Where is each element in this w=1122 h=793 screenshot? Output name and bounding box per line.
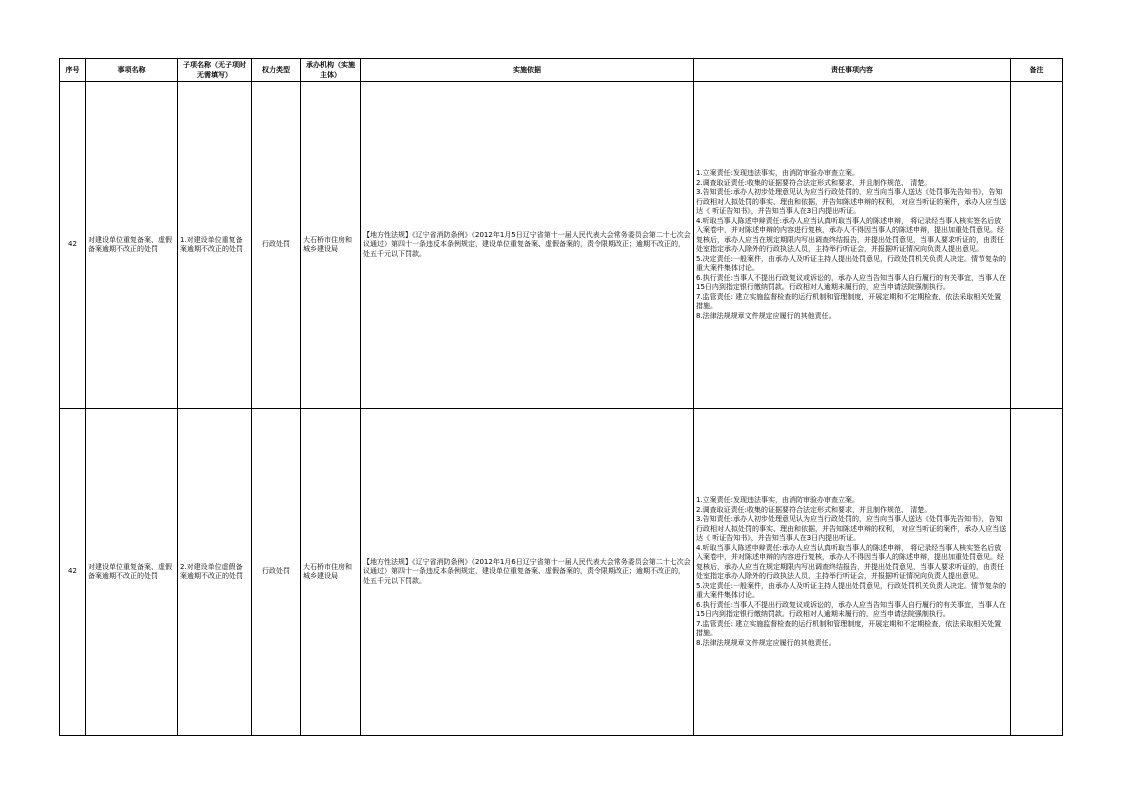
responsibility-line: 8.法律法规规章文件规定应履行的其他责任。 [696,638,836,647]
responsibility-line: 3.告知责任:承办人初步处理意见认为应当行政处罚的，应当向当事人送达《处罚事先告知书》，告知行政相对人拟处罚的事实、理由和依据，并告知陈述申辩的权利， 对应当听证的案件，承办人应当送达《 听证告知书》，并告知当事人在3日内提出听证。 [696,188,1007,215]
header-sub-item: 子项名称（无子项时无需填写） [178,59,252,82]
responsibility-line: 2.调查取证责任:收集的证据要符合法定形式和要求，并且制作规范、 清楚。 [696,178,932,187]
responsibility-table [59,58,1063,736]
cell-remarks [1011,409,1063,736]
header-item-name: 事项名称 [86,59,178,82]
responsibility-line: 5.决定责任:一般案件，由承办人及听证主持人提出处罚意见，行政处罚机关负责人决定。情节复杂的重大案件集体讨论。 [696,254,1007,272]
cell-seq: 42 [60,409,86,736]
responsibility-line: 7.监管责任: 建立实施监督检查的运行机制和管理制度，开展定期和不定期检查，依法采取相关处置措施。 [696,619,1002,637]
cell-basis: 【地方性法规】《辽宁省消防条例》（2012年1月6日辽宁省第十一届人民代表大会常务委员会第二十七次会议通过）第四十一条违反本条例规定，建设单位重复备案、虚假备案的，责令限期改正；逾期不改正的，处五千元以下罚款。 [361,409,694,736]
responsibility-line: 4.听取当事人陈述申辩责任:承办人应当认真听取当事人的陈述申辩， 将记录经当事人核实签名后放入案卷中，并对陈述申辩的内容进行复核，承办人不得因当事人的陈述申辩，提出加重处罚意见。经复核后，承办人应当在规定期限内写出调查终结报告，并提出处罚意见，当事人要求听证的，由责任处室指定承办人除外的行政执法人员，主持举行听证会，并报据听证情况向负责人提出意见。 [696,543,1004,580]
table-row [60,82,1063,409]
responsibility-line: 7.监管责任: 建立实施监督检查的运行机制和管理制度，开展定期和不定期检查，依法采取相关处置措施。 [696,292,1002,310]
cell-agency: 大石桥市住房和城乡建设局 [301,82,361,409]
header-basis: 实施依据 [361,59,694,82]
header-power-type: 权力类型 [252,59,301,82]
header-seq: 序号 [60,59,86,82]
cell-remarks [1011,82,1063,409]
header-responsibility: 责任事项内容 [694,59,1011,82]
cell-basis: 【地方性法规】《辽宁省消防条例》（2012年1月5日辽宁省第十一届人民代表大会常务委员会第二十七次会议通过）第四十一条违反本条例规定，建设单位重复备案、虚假备案的，责令限期改正；逾期不改正的，处五千元以下罚款。 [361,82,694,409]
responsibility-line: 4.听取当事人陈述申辩责任:承办人应当认真听取当事人的陈述申辩， 将记录经当事人核实签名后放入案卷中，并对陈述申辩的内容进行复核，承办人不得因当事人的陈述申辩，提出加重处罚意见。经复核后，承办人应当在规定期限内写出调查终结报告，并提出处罚意见，当事人要求听证的，由责任处室指定承办人除外的行政执法人员，主持举行听证会，并报据听证情况向负责人提出意见。 [696,216,1004,253]
cell-power-type: 行政处罚 [252,409,301,736]
responsibility-line: 1.立案责任:发现违法事实，由消防审验办审查立案。 [696,496,860,504]
cell-item-name: 对建设单位重复备案、虚假备案逾期不改正的处罚 [86,82,178,409]
header-remarks: 备注 [1011,59,1063,82]
header-agency: 承办机构（实施主体） [301,59,361,82]
cell-item-name: 对建设单位重复备案、虚假备案逾期不改正的处罚 [86,409,178,736]
cell-power-type: 行政处罚 [252,82,301,409]
responsibility-line: 1.立案责任:发现违法事实，由消防审验办审查立案。 [696,169,860,177]
cell-responsibility [694,409,1011,736]
cell-agency: 大石桥市住房和城乡建设局 [301,409,361,736]
cell-seq: 42 [60,82,86,409]
responsibility-line: 5.决定责任:一般案件，由承办人及听证主持人提出处罚意见，行政处罚机关负责人决定。情节复杂的重大案件集体讨论。 [696,581,1007,599]
cell-responsibility [694,82,1011,409]
header-row [60,59,1063,82]
cell-sub-item: 1.对建设单位重复备案逾期不改正的处罚 [178,82,252,409]
cell-sub-item: 2.对建设单位虚假备案逾期不改正的处罚 [178,409,252,736]
table-row [60,409,1063,736]
responsibility-line: 8.法律法规规章文件规定应履行的其他责任。 [696,311,836,320]
responsibility-line: 3.告知责任:承办人初步处理意见认为应当行政处罚的，应当向当事人送达《处罚事先告知书》，告知行政相对人拟处罚的事实、理由和依据，并告知陈述申辩的权利， 对应当听证的案件，承办人应当送达《 听证告知书》，并告知当事人在3日内提出听证。 [696,515,1007,542]
responsibility-line: 2.调查取证责任:收集的证据要符合法定形式和要求，并且制作规范、 清楚。 [696,505,932,514]
responsibility-line: 6.执行责任:当事人不提出行政复议或诉讼的，承办人应当告知当事人自行履行的有关事宜，当事人在15日内到指定银行缴纳罚款。行政相对人逾期未履行的，应当申请法院强制执行。 [696,600,1007,618]
responsibility-line: 6.执行责任:当事人不提出行政复议或诉讼的，承办人应当告知当事人自行履行的有关事宜，当事人在15日内到指定银行缴纳罚款。行政相对人逾期未履行的，应当申请法院强制执行。 [696,273,1007,291]
